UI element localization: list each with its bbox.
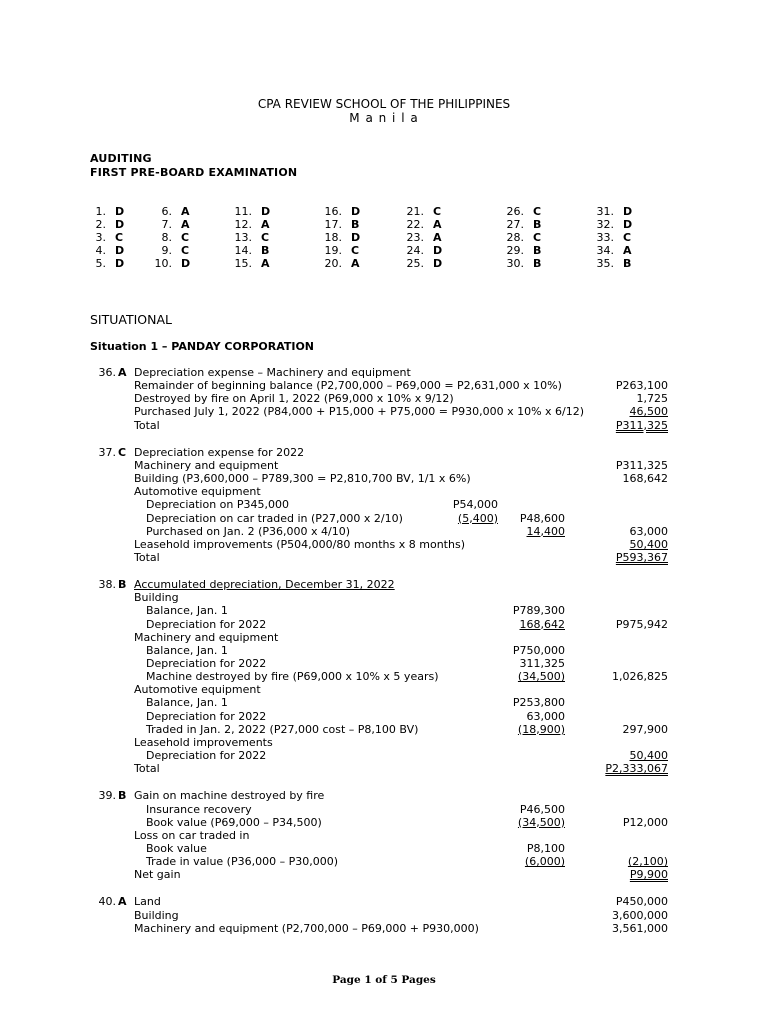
answer-key-column xyxy=(148,205,190,270)
question-number: 37. xyxy=(98,445,116,459)
item-number: 21. xyxy=(406,205,424,218)
amount-c3: 1,026,825 xyxy=(612,670,668,684)
row-description: Machine destroyed by fire (P69,000 x 10% x 5 years) xyxy=(146,670,439,684)
solution-row xyxy=(0,829,768,842)
row-description: Depreciation for 2022 xyxy=(146,709,267,723)
solution-row xyxy=(0,868,768,881)
item-number: 16. xyxy=(324,205,342,218)
question-number: 38. xyxy=(98,578,116,592)
solution-row xyxy=(0,644,768,657)
item-number: 26. xyxy=(506,205,524,218)
row-description: Machinery and equipment (P2,700,000 – P69,000 + P930,000) xyxy=(134,921,479,935)
amount-c2: 168,642 xyxy=(519,617,565,631)
answer-key-item xyxy=(82,231,124,244)
row-description: Loss on car traded in xyxy=(134,828,250,842)
answer-key-item xyxy=(318,205,360,218)
amount-c2: 63,000 xyxy=(526,709,565,723)
answer-key-item xyxy=(82,244,124,257)
item-number: 18. xyxy=(324,231,342,244)
item-answer: A xyxy=(351,257,360,270)
solution-row xyxy=(0,909,768,922)
row-description: Total xyxy=(134,550,160,564)
answer-key-item xyxy=(148,244,190,257)
row-description: Gain on machine destroyed by fire xyxy=(134,789,325,803)
row-description: Depreciation for 2022 xyxy=(146,657,267,670)
answer-key-item xyxy=(82,257,124,270)
amount-c3: 50,400 xyxy=(629,537,668,551)
question-answer: B xyxy=(118,789,127,803)
item-number: 25. xyxy=(406,257,424,270)
answer-key-item xyxy=(228,244,270,257)
item-number: 22. xyxy=(406,218,424,231)
question-answer: A xyxy=(118,366,127,379)
item-answer: C xyxy=(351,244,360,257)
solution-row xyxy=(0,922,768,935)
row-description: Accumulated depreciation, December 31, 2022 xyxy=(134,578,395,592)
solution-row xyxy=(0,472,768,485)
item-answer: B xyxy=(351,218,360,231)
amount-c3: P263,100 xyxy=(615,379,668,393)
answer-key-item xyxy=(318,231,360,244)
amount-c3: 46,500 xyxy=(629,405,668,419)
answer-key-item xyxy=(500,218,541,231)
row-description: Balance, Jan. 1 xyxy=(146,604,228,618)
row-description: Total xyxy=(134,418,160,432)
amount-c3: 3,600,000 xyxy=(612,908,668,922)
row-description: Automotive equipment xyxy=(134,485,261,499)
row-description: Net gain xyxy=(134,868,181,882)
city: M a n i l a xyxy=(349,111,419,125)
answer-key-item xyxy=(590,257,632,270)
row-description: Building (P3,600,000 – P789,300 = P2,810,700 BV, 1/1 x 6%) xyxy=(134,472,471,485)
item-answer: D xyxy=(623,205,633,218)
solution-row xyxy=(0,803,768,816)
solution-row xyxy=(0,459,768,472)
item-answer: C xyxy=(261,231,270,244)
item-number: 14. xyxy=(234,244,252,257)
item-answer: D xyxy=(433,244,443,257)
item-answer: D xyxy=(433,257,443,270)
solution-row xyxy=(0,379,768,392)
answer-key-item xyxy=(400,231,442,244)
amount-c3: P311,325 xyxy=(615,418,668,432)
amount-c3: P593,367 xyxy=(615,550,668,564)
item-answer: C xyxy=(533,231,542,244)
item-answer: A xyxy=(181,218,190,231)
item-number: 24. xyxy=(406,244,424,257)
answer-key-item xyxy=(590,231,632,244)
answer-key-item xyxy=(590,205,632,218)
item-answer: D xyxy=(115,218,125,231)
solution-row xyxy=(0,498,768,511)
school-name: CPA REVIEW SCHOOL OF THE PHILIPPINES xyxy=(257,97,511,111)
row-description: Depreciation on P345,000 xyxy=(146,498,289,512)
answer-key-item xyxy=(400,244,442,257)
amount-c3: P975,942 xyxy=(615,617,668,631)
question-number: 39. xyxy=(98,789,116,803)
answer-key-item xyxy=(318,257,360,270)
row-description: Book value xyxy=(146,841,207,855)
row-description: Traded in Jan. 2, 2022 (P27,000 cost – P8,100 BV) xyxy=(146,722,419,736)
solution-row xyxy=(0,538,768,551)
item-answer: D xyxy=(115,244,125,257)
answer-key-item xyxy=(400,218,442,231)
solution-row xyxy=(0,419,768,432)
row-description: Purchased July 1, 2022 (P84,000 + P15,000 + P75,000 = P930,000 x 10% x 6/12) xyxy=(134,405,585,419)
solution-row xyxy=(0,657,768,670)
solution-row xyxy=(0,762,768,775)
item-number: 3. xyxy=(95,231,106,244)
item-number: 15. xyxy=(234,257,252,270)
solution-row xyxy=(0,446,768,459)
item-answer: B xyxy=(533,257,542,270)
question-answer: C xyxy=(118,445,127,459)
item-answer: B xyxy=(623,257,632,270)
amount-c1: (5,400) xyxy=(457,511,498,525)
item-number: 5. xyxy=(95,257,106,270)
solution-row xyxy=(0,736,768,749)
item-number: 8. xyxy=(161,231,172,244)
item-answer: D xyxy=(351,231,361,244)
row-description: Building xyxy=(134,591,179,605)
amount-c2: 311,325 xyxy=(519,657,565,670)
answer-key-item xyxy=(228,205,270,218)
amount-c2: P750,000 xyxy=(512,643,565,657)
answer-key-item xyxy=(148,231,190,244)
solution-row xyxy=(0,710,768,723)
solution-row xyxy=(0,405,768,418)
item-answer: C xyxy=(181,231,190,244)
solution-row xyxy=(0,618,768,631)
amount-c3: 63,000 xyxy=(629,524,668,538)
subject-label: AUDITING xyxy=(90,152,152,165)
exam-label: FIRST PRE-BOARD EXAMINATION xyxy=(90,166,298,179)
amount-c2: 14,400 xyxy=(526,524,565,538)
answer-key-item xyxy=(148,257,190,270)
item-answer: D xyxy=(351,205,361,218)
solution-row xyxy=(0,392,768,405)
answer-key-column xyxy=(82,205,124,270)
answer-key-column xyxy=(400,205,442,270)
answer-key-item xyxy=(318,218,360,231)
amount-c2: (34,500) xyxy=(517,815,565,829)
amount-c3: (2,100) xyxy=(627,855,668,869)
question-answer: B xyxy=(118,578,127,592)
solution-row xyxy=(0,816,768,829)
amount-c3: P450,000 xyxy=(615,895,668,909)
solution-row xyxy=(0,696,768,709)
item-answer: B xyxy=(533,244,542,257)
solution-row xyxy=(0,604,768,617)
answer-key-column xyxy=(590,205,632,270)
item-number: 4. xyxy=(95,244,106,257)
solution-row xyxy=(0,525,768,538)
item-number: 7. xyxy=(161,218,172,231)
amount-c2: P48,600 xyxy=(519,511,565,525)
row-description: Insurance recovery xyxy=(146,802,252,816)
row-description: Machinery and equipment xyxy=(134,458,279,472)
amount-c3: P311,325 xyxy=(615,458,668,472)
answer-key-item xyxy=(590,218,632,231)
item-number: 17. xyxy=(324,218,342,231)
answer-key-item xyxy=(82,205,124,218)
answer-key-item xyxy=(400,205,442,218)
item-number: 11. xyxy=(234,205,252,218)
amount-c3: 3,561,000 xyxy=(612,921,668,935)
row-description: Book value (P69,000 – P34,500) xyxy=(146,815,322,829)
row-description: Building xyxy=(134,908,179,922)
answer-key-item xyxy=(500,257,541,270)
item-number: 10. xyxy=(154,257,172,270)
row-description: Remainder of beginning balance (P2,700,000 – P69,000 = P2,631,000 x 10%) xyxy=(134,379,562,393)
amount-c3: P9,900 xyxy=(629,868,668,882)
answer-key-item xyxy=(148,218,190,231)
item-answer: D xyxy=(115,257,125,270)
item-answer: C xyxy=(181,244,190,257)
amount-c3: P12,000 xyxy=(622,815,668,829)
amount-c3: P2,333,067 xyxy=(605,762,668,776)
question-answer: A xyxy=(118,895,127,909)
section-title: SITUATIONAL xyxy=(90,312,173,327)
solution-row xyxy=(0,578,768,591)
row-description: Destroyed by fire on April 1, 2022 (P69,000 x 10% x 9/12) xyxy=(134,392,454,406)
solution-row xyxy=(0,895,768,908)
row-description: Depreciation on car traded in (P27,000 x 2/10) xyxy=(146,511,403,525)
answer-key-item xyxy=(590,244,632,257)
row-description: Machinery and equipment xyxy=(134,630,279,644)
item-number: 32. xyxy=(596,218,614,231)
item-answer: A xyxy=(623,244,632,257)
answer-key-item xyxy=(500,231,541,244)
answer-key-item xyxy=(500,244,541,257)
item-number: 34. xyxy=(596,244,614,257)
item-answer: C xyxy=(623,231,632,244)
row-description: Depreciation expense – Machinery and equipment xyxy=(134,366,411,379)
item-answer: A xyxy=(261,257,270,270)
item-number: 35. xyxy=(596,257,614,270)
answer-key-item xyxy=(228,231,270,244)
item-answer: A xyxy=(433,218,442,231)
answer-key-item xyxy=(148,205,190,218)
item-answer: D xyxy=(181,257,191,270)
answer-key-column xyxy=(500,205,541,270)
answer-key-column xyxy=(228,205,270,270)
solution-row xyxy=(0,723,768,736)
item-number: 19. xyxy=(324,244,342,257)
item-number: 28. xyxy=(506,231,524,244)
item-number: 29. xyxy=(506,244,524,257)
row-description: Trade in value (P36,000 – P30,000) xyxy=(146,855,339,869)
solution-row xyxy=(0,366,768,379)
item-number: 33. xyxy=(596,231,614,244)
amount-c2: P253,800 xyxy=(512,696,565,710)
amount-c3: 1,725 xyxy=(636,392,668,406)
answer-key-item xyxy=(500,205,541,218)
solution-row xyxy=(0,512,768,525)
item-answer: A xyxy=(433,231,442,244)
row-description: Leasehold improvements xyxy=(134,735,273,749)
item-number: 20. xyxy=(324,257,342,270)
amount-c3: 297,900 xyxy=(622,722,668,736)
row-description: Depreciation for 2022 xyxy=(146,617,267,631)
answer-key-item xyxy=(400,257,442,270)
row-description: Balance, Jan. 1 xyxy=(146,643,228,657)
answer-key-item xyxy=(228,218,270,231)
item-answer: D xyxy=(623,218,633,231)
item-number: 30. xyxy=(506,257,524,270)
amount-c3: 168,642 xyxy=(622,472,668,485)
question-number: 40. xyxy=(98,895,116,909)
amount-c2: P8,100 xyxy=(526,841,565,855)
item-answer: B xyxy=(533,218,542,231)
item-answer: C xyxy=(533,205,542,218)
item-answer: D xyxy=(115,205,125,218)
amount-c1: P54,000 xyxy=(452,498,498,512)
item-answer: A xyxy=(181,205,190,218)
item-number: 1. xyxy=(95,205,106,218)
item-number: 27. xyxy=(506,218,524,231)
item-answer: C xyxy=(433,205,442,218)
row-description: Total xyxy=(134,762,160,776)
item-answer: C xyxy=(115,231,124,244)
solution-row xyxy=(0,683,768,696)
amount-c3: 50,400 xyxy=(629,749,668,762)
solution-row xyxy=(0,842,768,855)
solution-row xyxy=(0,591,768,604)
solution-row xyxy=(0,551,768,564)
amount-c2: (6,000) xyxy=(524,855,565,869)
item-number: 31. xyxy=(596,205,614,218)
amount-c2: P46,500 xyxy=(519,802,565,816)
item-number: 9. xyxy=(161,244,172,257)
amount-c2: (18,900) xyxy=(517,722,565,736)
item-number: 13. xyxy=(234,231,252,244)
solution-row xyxy=(0,789,768,802)
item-number: 6. xyxy=(161,205,172,218)
item-number: 23. xyxy=(406,231,424,244)
row-description: Depreciation for 2022 xyxy=(146,749,267,762)
solution-row xyxy=(0,855,768,868)
answer-key-item xyxy=(228,257,270,270)
answer-key-column xyxy=(318,205,360,270)
solution-row xyxy=(0,631,768,644)
page-footer: Page 1 of 5 Pages xyxy=(332,974,436,986)
question-number: 36. xyxy=(98,366,116,379)
row-description: Balance, Jan. 1 xyxy=(146,696,228,710)
item-answer: A xyxy=(261,218,270,231)
amount-c2: (34,500) xyxy=(517,670,565,684)
solution-row xyxy=(0,670,768,683)
answer-key-item xyxy=(82,218,124,231)
solution-row xyxy=(0,749,768,762)
situation-title: Situation 1 – PANDAY CORPORATION xyxy=(90,340,315,353)
item-answer: D xyxy=(261,205,271,218)
solution-row xyxy=(0,485,768,498)
row-description: Automotive equipment xyxy=(134,683,261,697)
item-number: 2. xyxy=(95,218,106,231)
row-description: Purchased on Jan. 2 (P36,000 x 4/10) xyxy=(146,524,350,538)
row-description: Depreciation expense for 2022 xyxy=(134,445,305,459)
row-description: Leasehold improvements (P504,000/80 months x 8 months) xyxy=(134,537,465,551)
amount-c2: P789,300 xyxy=(512,604,565,618)
answer-key-item xyxy=(318,244,360,257)
row-description: Land xyxy=(134,895,161,909)
item-number: 12. xyxy=(234,218,252,231)
item-answer: B xyxy=(261,244,270,257)
